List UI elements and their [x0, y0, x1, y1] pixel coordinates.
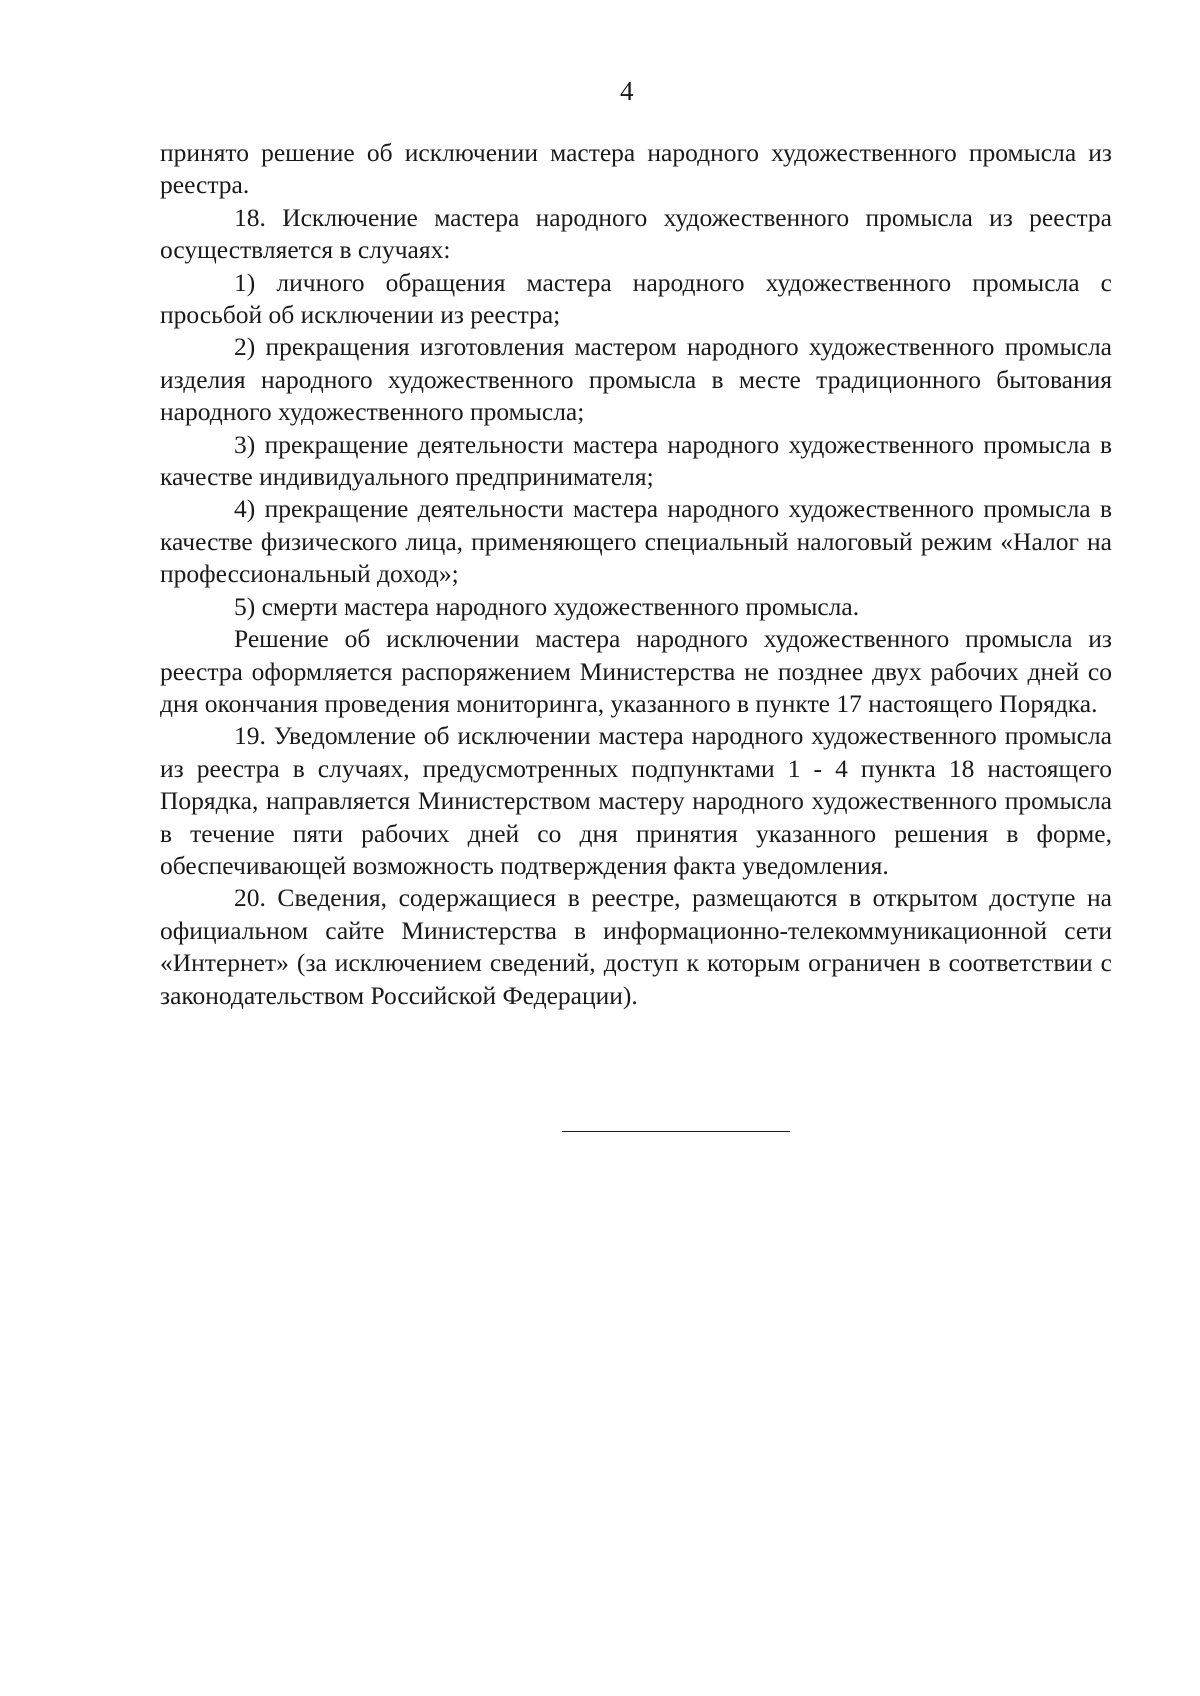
paragraph-decision: Решение об исключении мастера народного художественного промысла из реестра оформляется распоряжением Министерства не позднее двух рабочих дней со дня окончания проведения мониторинга, указанного в пункте 17 настоящего Порядка. [160, 624, 1112, 718]
paragraph-continuation: принято решение об исключении мастера народного художественного промысла из реестра. [160, 138, 1112, 200]
paragraph-subitem-2: 2) прекращения изготовления мастером народного художественного промысла изделия народного художественного промысла в месте традиционного бытования народного художественного промысла; [160, 332, 1112, 427]
paragraph-subitem-3: 3) прекращение деятельности мастера народного художественного промысла в качестве индивидуального предпринимателя; [160, 429, 1112, 492]
paragraph-subitem-5: 5) смерти мастера народного художественного промысла. [234, 591, 860, 621]
paragraph-item-18: 18. Исключение мастера народного художественного промысла из реестра осуществляется в случаях: [160, 202, 1112, 265]
document-body [160, 137, 1112, 1012]
paragraph-item-19: 19. Уведомление об исключении мастера народного художественного промысла из реестра в случаях, предусмотренных подпунктами 1 - 4 пункта 18 настоящего Порядка, направляется Министерством мастеру народного художественного промысла в течение пяти рабочих дней со дня принятия указанного решения в форме, обеспечивающей возможность подтверждения факта уведомления. [160, 721, 1112, 880]
paragraph-subitem-1: 1) личного обращения мастера народного художественного промысла с просьбой об исключении из реестра; [160, 267, 1112, 330]
page-number: 4 [620, 76, 634, 106]
paragraph-subitem-4: 4) прекращение деятельности мастера народного художественного промысла в качестве физического лица, применяющего специальный налоговый режим «Налог на профессиональный доход»; [160, 494, 1112, 589]
paragraph-item-20: 20. Сведения, содержащиеся в реестре, размещаются в открытом доступе на официальном сайте Министерства в информационно-телекоммуникационной сети «Интернет» (за исключением сведений, доступ к которым ограничен в соответствии с законодательством Российской Федерации). [160, 883, 1112, 1010]
end-of-document-rule [562, 1131, 790, 1132]
